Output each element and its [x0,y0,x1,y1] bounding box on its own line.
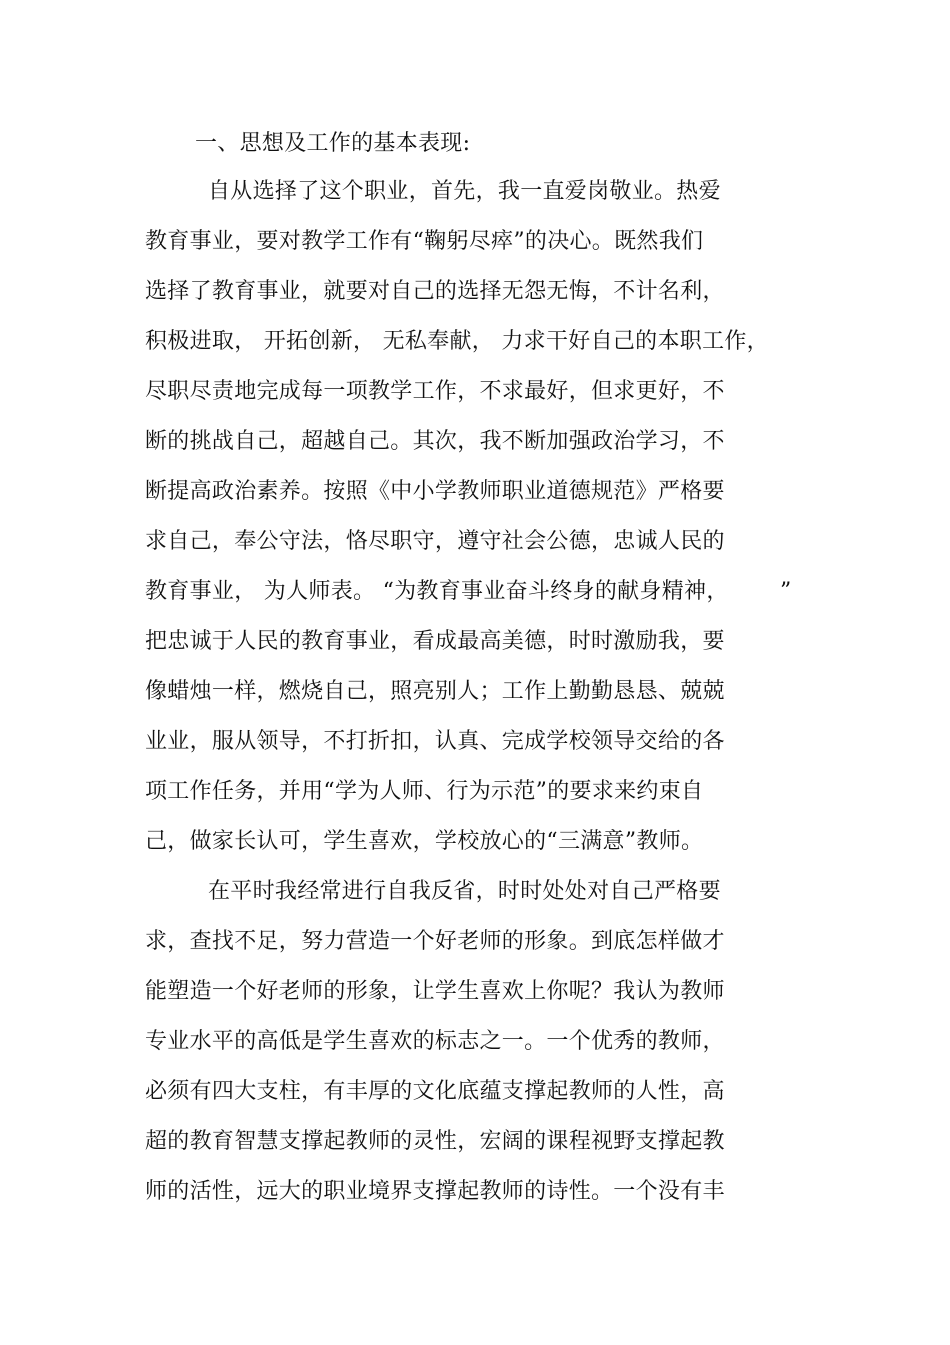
paragraph-line: 断提高政治素养。按照《中小学教师职业道德规范》严格要 [145,479,725,504]
paragraph-line: 把忠诚于人民的教育事业，看成最高美德，时时激励我，要 [145,629,725,654]
paragraph-line: 必须有四大支柱，有丰厚的文化底蕴支撑起教师的人性，高 [145,1079,725,1104]
paragraph-line: 自从选择了这个职业，首先，我一直爱岗敬业。热爱 [208,179,721,204]
closing-quote-mark: ” [780,579,792,604]
paragraph-line: 专业水平的高低是学生喜欢的标志之一。一个优秀的教师， [145,1029,725,1054]
paragraph-line: 己，做家长认可，学生喜欢，学校放心的“三满意”教师。 [145,829,704,854]
paragraph-line: 尽职尽责地完成每一项教学工作，不求最好，但求更好，不 [145,379,725,404]
paragraph-line: 师的活性，远大的职业境界支撑起教师的诗性。一个没有丰 [145,1179,725,1204]
paragraph-line: 超的教育智慧支撑起教师的灵性，宏阔的课程视野支撑起教 [145,1129,725,1154]
paragraph-line: 选择了教育事业，就要对自己的选择无怨无悔，不计名利， [145,279,725,304]
paragraph-line: 求自己，奉公守法，恪尽职守，遵守社会公德，忠诚人民的 [145,529,725,554]
section-heading: 一、思想及工作的基本表现: [195,131,471,156]
paragraph-line: 教育事业， 为人师表。 “为教育事业奋斗终身的献身精神， [145,579,729,604]
paragraph-line: 像蜡烛一样，燃烧自己，照亮别人；工作上勤勤恳恳、兢兢 [145,679,725,704]
paragraph-line: 教育事业，要对教学工作有“鞠躬尽瘁”的决心。既然我们 [145,229,704,254]
paragraph-line: 断的挑战自己，超越自己。其次，我不断加强政治学习，不 [145,429,725,454]
paragraph-line: 积极进取， 开拓创新， 无私奉献， 力求干好自己的本职工作， [145,329,769,354]
paragraph-line: 在平时我经常进行自我反省，时时处处对自己严格要 [208,879,721,904]
paragraph-line: 能塑造一个好老师的形象，让学生喜欢上你呢？我认为教师 [145,979,725,1004]
paragraph-line: 求，查找不足，努力营造一个好老师的形象。到底怎样做才 [145,929,725,954]
paragraph-line: 业业，服从领导，不打折扣，认真、完成学校领导交给的各 [145,729,725,754]
paragraph-line: 项工作任务，并用“学为人师、行为示范”的要求来约束自 [145,779,704,804]
